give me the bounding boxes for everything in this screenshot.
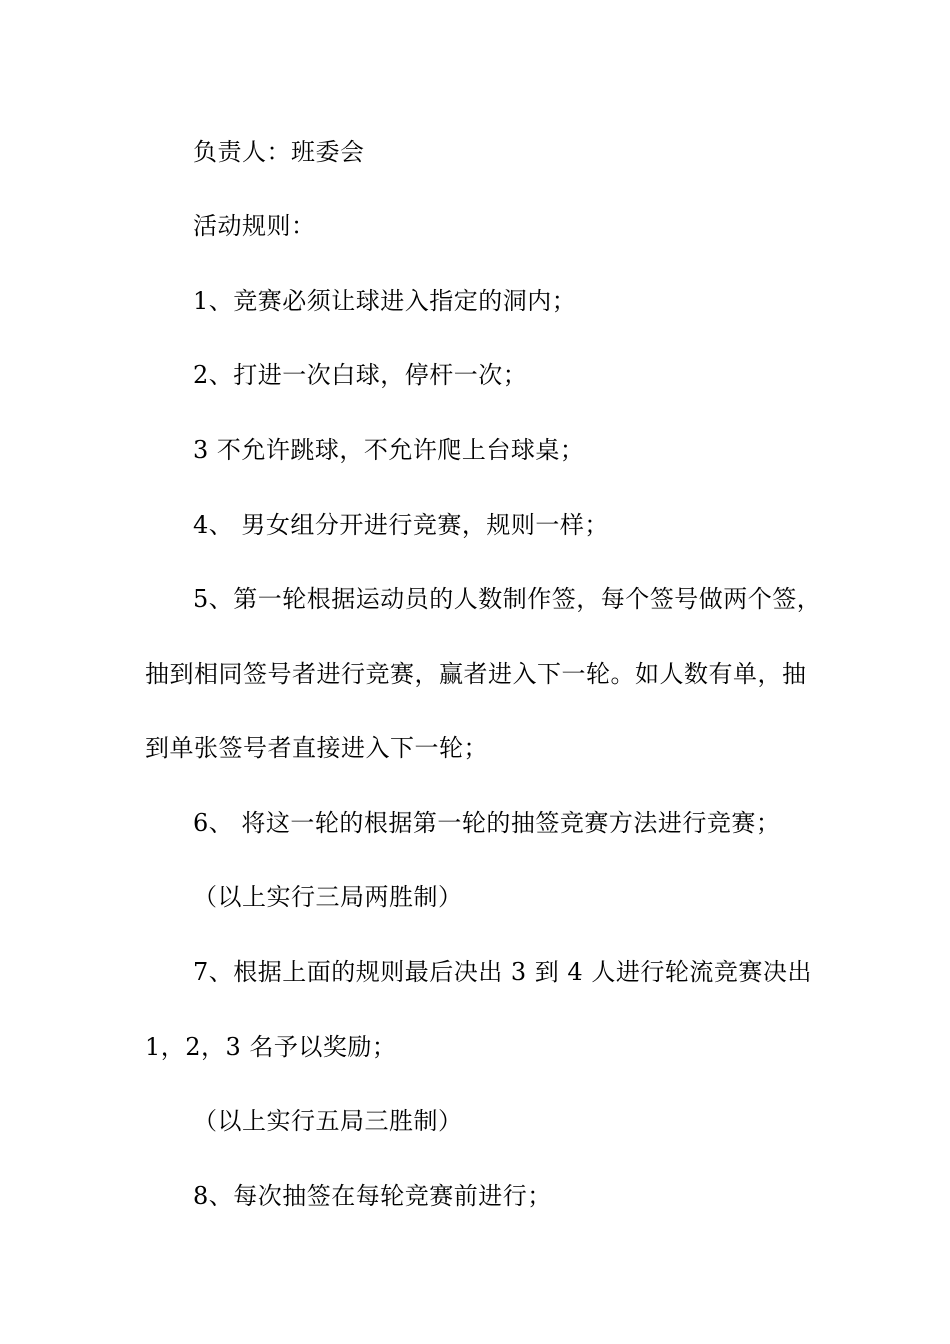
note-best-of-five: （以上实行五局三胜制） [193, 1107, 463, 1135]
rule-8: 8、每次抽签在每轮竞赛前进行； [193, 1182, 552, 1210]
responsible-person-line: 负责人：班委会 [193, 138, 365, 166]
rule-3: 3 不允许跳球，不允许爬上台球桌； [193, 436, 585, 464]
note-best-of-three: （以上实行三局两胜制） [193, 883, 463, 911]
rule-1: 1、竞赛必须让球进入指定的洞内； [193, 287, 577, 315]
rule-5-line-1: 5、第一轮根据运动员的人数制作签，每个签号做两个签， [193, 585, 822, 613]
rule-6: 6、 将这一轮的根据第一轮的抽签竞赛方法进行竞赛； [193, 809, 781, 837]
rules-heading: 活动规则： [193, 212, 316, 240]
rule-7-line-1: 7、根据上面的规则最后决出 3 到 4 人进行轮流竞赛决出 [193, 958, 812, 986]
rule-5-line-2: 抽到相同签号者进行竞赛，赢者进入下一轮。如人数有单，抽 [145, 660, 807, 688]
rule-5-line-3: 到单张签号者直接进入下一轮； [145, 734, 488, 762]
rule-2: 2、打进一次白球，停杆一次； [193, 361, 528, 389]
rule-4: 4、 男女组分开进行竞赛，规则一样； [193, 511, 609, 539]
rule-7-line-2: 1，2，3 名予以奖励； [145, 1033, 397, 1061]
